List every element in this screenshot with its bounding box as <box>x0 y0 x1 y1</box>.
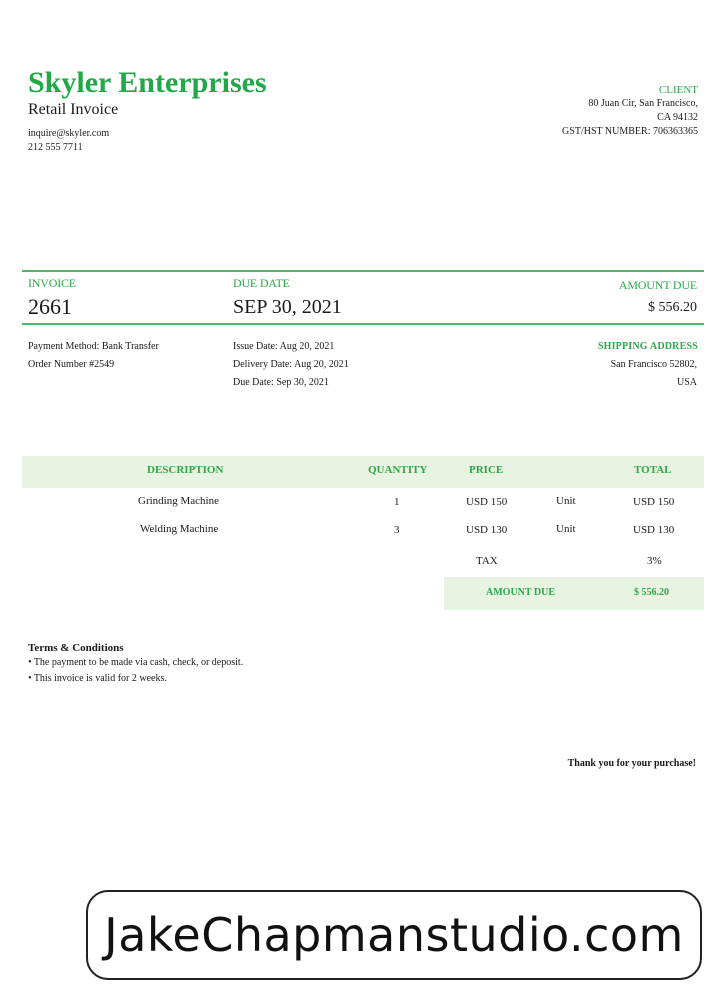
shipping-line1: San Francisco 52802, <box>610 359 697 370</box>
client-block <box>562 83 698 139</box>
row-price: USD 130 <box>466 524 508 536</box>
col-quantity: QUANTITY <box>368 464 428 476</box>
row-unit: Unit <box>556 495 576 507</box>
watermark-text: JakeChapmanstudio.com <box>104 908 684 962</box>
tax-label: TAX <box>476 555 498 567</box>
terms-line: • This invoice is valid for 2 weeks. <box>28 673 167 684</box>
delivery-date: Delivery Date: Aug 20, 2021 <box>233 359 349 370</box>
invoice-type: Retail Invoice <box>28 101 119 118</box>
row-price: USD 150 <box>466 496 508 508</box>
row-description: Grinding Machine <box>138 495 219 507</box>
amount-due-label: AMOUNT DUE <box>618 278 697 292</box>
issue-date: Issue Date: Aug 20, 2021 <box>233 341 335 352</box>
table-amount-due-label: AMOUNT DUE <box>486 587 555 598</box>
shipping-line2: USA <box>676 377 697 388</box>
top-divider <box>22 270 704 272</box>
table-amount-due-value: $ 556.20 <box>634 587 669 598</box>
due-date-label: DUE DATE <box>233 276 290 290</box>
company-phone: 212 555 7711 <box>28 142 83 153</box>
thank-you-note: Thank you for your purchase! <box>567 758 696 769</box>
client-gst: GST/HST NUMBER: 706363365 <box>562 126 698 137</box>
client-label: CLIENT <box>658 84 698 96</box>
row-unit: Unit <box>556 523 576 535</box>
row-total: USD 150 <box>633 496 675 508</box>
terms-title: Terms & Conditions <box>28 642 124 654</box>
amount-due-value: $ 556.20 <box>648 300 697 315</box>
client-address-line2: CA 94132 <box>657 112 698 123</box>
row-quantity: 3 <box>394 524 400 536</box>
company-email: inquire@skyler.com <box>28 128 110 139</box>
due-date-detail: Due Date: Sep 30, 2021 <box>233 377 329 388</box>
watermark-banner <box>86 890 702 980</box>
col-total: TOTAL <box>634 464 672 476</box>
payment-method: Payment Method: Bank Transfer <box>28 341 159 352</box>
terms-line: • The payment to be made via cash, check, or deposit. <box>28 657 244 668</box>
shipping-address-label: SHIPPING ADDRESS <box>597 341 698 352</box>
row-quantity: 1 <box>394 496 400 508</box>
col-price: PRICE <box>469 464 504 476</box>
company-name: Skyler Enterprises <box>28 66 267 99</box>
row-total: USD 130 <box>633 524 675 536</box>
tax-value: 3% <box>647 555 662 567</box>
table-header-row <box>22 456 704 488</box>
client-address-line1: 80 Juan Cir, San Francisco, <box>588 98 698 109</box>
col-description: DESCRIPTION <box>147 464 224 476</box>
invoice-number: 2661 <box>28 294 72 319</box>
due-date-value: SEP 30, 2021 <box>233 296 342 318</box>
invoice-label: INVOICE <box>28 276 76 290</box>
order-number: Order Number #2549 <box>28 359 115 370</box>
row-description: Welding Machine <box>140 523 219 535</box>
bottom-divider <box>22 323 704 325</box>
